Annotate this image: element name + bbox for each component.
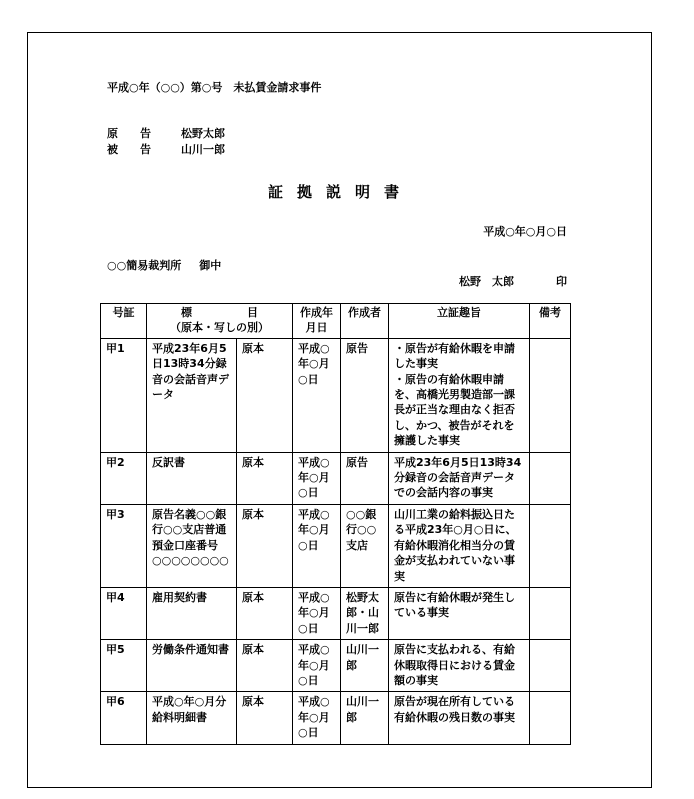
cell-purpose: 原告に有給休暇が発生している事実 (389, 587, 530, 639)
cell-date: 平成○年○月○日 (293, 452, 341, 504)
table-row (101, 338, 571, 452)
seal-mark: 印 (556, 275, 567, 288)
cell-title: 平成○年○月分給料明細書 (147, 692, 237, 744)
cell-remarks (530, 587, 571, 639)
cell-type: 原本 (237, 692, 293, 744)
table-row (101, 504, 571, 587)
cell-type: 原本 (237, 587, 293, 639)
header-creator: 作成者 (341, 304, 389, 339)
header-purpose: 立証趣旨 (389, 304, 530, 339)
cell-creator: 山川一郎 (341, 692, 389, 744)
cell-creator: 原告 (341, 452, 389, 504)
cell-creator: 原告 (341, 338, 389, 452)
cell-purpose: 原告に支払われる、有給休暇取得日における賃金額の事実 (389, 640, 530, 692)
court-line (107, 259, 221, 273)
cell-date: 平成○年○月○日 (293, 640, 341, 692)
plaintiff-name: 松野太郎 (181, 127, 225, 140)
cell-type: 原本 (237, 504, 293, 587)
cell-creator: 山川一郎 (341, 640, 389, 692)
cell-purpose: 平成23年6月5日13時34分録音の会話音声データでの会話内容の事実 (389, 452, 530, 504)
signer-line (459, 275, 567, 289)
table-header-row (101, 304, 571, 339)
cell-date: 平成○年○月○日 (293, 504, 341, 587)
cell-number: 甲2 (101, 452, 147, 504)
defendant-name: 山川一郎 (181, 143, 225, 156)
cell-title: 労働条件通知書 (147, 640, 237, 692)
document-date: 平成○年○月○日 (483, 225, 567, 238)
cell-number: 甲4 (101, 587, 147, 639)
defendant-line (107, 143, 225, 157)
cell-number: 甲1 (101, 338, 147, 452)
case-line: 平成○年（○○）第○号 未払賃金請求事件 (107, 81, 322, 94)
cell-type: 原本 (237, 338, 293, 452)
document-page (27, 32, 652, 788)
header-remarks: 備考 (530, 304, 571, 339)
cell-purpose: 原告が現在所有している有給休暇の残日数の事実 (389, 692, 530, 744)
cell-remarks (530, 692, 571, 744)
cell-creator: ○○銀行○○支店 (341, 504, 389, 587)
plaintiff-line (107, 127, 225, 141)
cell-date: 平成○年○月○日 (293, 692, 341, 744)
court-name: ○○簡易裁判所 (107, 259, 182, 272)
cell-title: 平成23年6月5日13時34分録音の会話音声データ (147, 338, 237, 452)
plaintiff-role: 原 告 (107, 127, 151, 140)
cell-number: 甲6 (101, 692, 147, 744)
cell-purpose: 山川工業の給料振込日たる平成23年○月○日に、有給休暇消化相当分の賃金が支払われていない事実 (389, 504, 530, 587)
table-row (101, 640, 571, 692)
cell-date: 平成○年○月○日 (293, 338, 341, 452)
cell-purpose: ・原告が有給休暇を申請した事実 ・原告の有給休暇申請を、高橋光男製造部一課長が正当な理由なく拒否し、かつ、被告がそれを擁護した事実 (389, 338, 530, 452)
cell-number: 甲3 (101, 504, 147, 587)
evidence-table (100, 303, 571, 745)
cell-number: 甲5 (101, 640, 147, 692)
table-row (101, 587, 571, 639)
header-title (147, 304, 293, 339)
cell-type: 原本 (237, 640, 293, 692)
cell-remarks (530, 452, 571, 504)
cell-remarks (530, 640, 571, 692)
document-title: 証拠説明書 (267, 183, 413, 201)
cell-type: 原本 (237, 452, 293, 504)
header-title-sub: （原本・写しの別） (170, 321, 269, 335)
header-title-top: 標 目 (181, 306, 258, 319)
signer-name: 松野 太郎 (459, 275, 514, 288)
table-row (101, 452, 571, 504)
cell-title: 反訳書 (147, 452, 237, 504)
cell-creator: 松野太郎・山川一郎 (341, 587, 389, 639)
court-honorific: 御中 (199, 259, 222, 272)
cell-remarks (530, 504, 571, 587)
cell-title: 雇用契約書 (147, 587, 237, 639)
table-row (101, 692, 571, 744)
cell-title: 原告名義○○銀行○○支店普通預金口座番号○○○○○○○○ (147, 504, 237, 587)
cell-remarks (530, 338, 571, 452)
defendant-role: 被 告 (107, 143, 151, 156)
header-number: 号証 (101, 304, 147, 339)
cell-date: 平成○年○月○日 (293, 587, 341, 639)
header-created-date: 作成年月日 (293, 304, 341, 339)
